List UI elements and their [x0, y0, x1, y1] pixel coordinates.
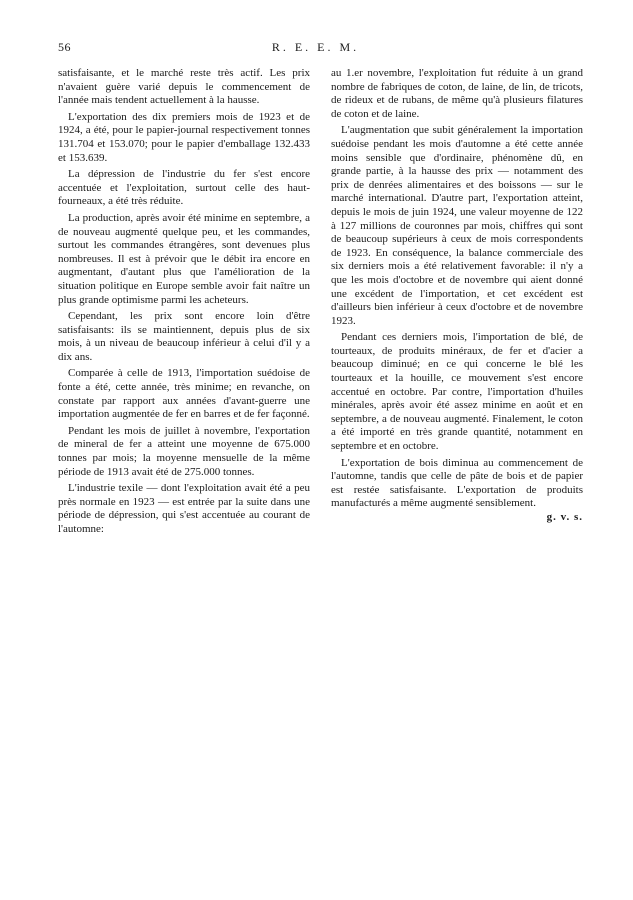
- paragraph-text: L'exportation de bois diminua au commencement de l'automne, tandis que celle de pâte de bois et de papier est restée satisfaisante. L'exportation de produits manufacturés a même augmenté sensiblement.: [331, 456, 583, 510]
- paragraph: La production, après avoir été minime en septembre, a de nouveau augmenté quelque peu, et les commandes, surtout les commandes étrangères, sont devenues plus nombreuses. Il est à prévoir que le débit ira encore en augmentant, d'autant plus que l'amélioration de la situation politique en Europe semble avoir fait naître un plus grande optimisme parmi les acheteurs.: [58, 211, 310, 306]
- left-column: [58, 67, 310, 540]
- paragraph: satisfaisante, et le marché reste très actif. Les prix n'avaient guère varié depuis le commencement de l'année mais tendent actuellement à la hausse.: [58, 67, 310, 107]
- page-number: 56: [58, 40, 71, 54]
- paragraph: Cependant, les prix sont encore loin d'être satisfaisants: ils se maintiennent, depuis plus de six mois, à un niveau de beaucoup inférieur à celui d'il y a dix ans.: [58, 310, 310, 363]
- paragraph: L'augmentation que subit généralement la importation suédoise pendant les mois d'automne a été cette année moins sensible que d'ordinaire, phénomène dû, en grande partie, à la hausse des prix — notamment des prix de denrées alimentaires et des boissons — sur le marché international. D'autre part, l'exportation atteint, depuis le mois de juin 1924, une valeur moyenne de 122 à 127 millions de couronnes par mois, chiffres qui sont de beaucoup supérieurs à ceux de mois correspondents de 1923. En conséquence, la balance commerciale des six derniers mois a été relativement favorable: il n'y a que les mois d'octobre et de novembre qui aient donné une excédent de l'importation, et cet excédent est d'ailleurs bien inférieur à ceux d'octobre et de novembre 1923.: [331, 124, 583, 327]
- paragraph: Pendant les mois de juillet à novembre, l'exportation de mineral de fer a atteint une moyenne de 675.000 tonnes par mois; la moyenne mensuelle de la même période de 1913 avait été de 275.000 tonnes.: [58, 424, 310, 478]
- paragraph: Pendant ces derniers mois, l'importation de blé, de tourteaux, de produits minéraux, de fer et d'acier a beaucoup diminué; en ce qui concerne le blé les tourteaux et la houille, ce mouvement s'est encore accentué en octobre. Par contre, l'importation d'huiles minérales, après avoir été assez minime en août et en septembre, a de nouveau augmenté. Finalement, le coton a été importé en très grande quantité, notamment en septembre et en octobre.: [331, 331, 583, 453]
- paragraph: La dépression de l'industrie du fer s'est encore accentuée et l'exploitation, surtout celle des haut-fourneaux, a été très réduite.: [58, 168, 310, 208]
- last-paragraph: [331, 456, 583, 523]
- running-head: R. E. E. M.: [271, 40, 360, 54]
- right-column: [331, 67, 583, 525]
- author-signature: g. v. s.: [546, 511, 583, 523]
- paragraph: L'industrie texile — dont l'exploitation avait été a peu près normale en 1923 — est entrée par la suite dans une période de dépression, qui s'est accentuée au courant de l'automne:: [58, 482, 310, 535]
- paragraph: L'exportation des dix premiers mois de 1923 et de 1924, a été, pour le papier-journal respectivement tonnes 131.704 et 153.070; pour le papier d'emballage 132.433 et 153.639.: [58, 110, 310, 164]
- paragraph: Comparée à celle de 1913, l'importation suédoise de fonte a été, cette année, très minime; en revanche, on constate par rapport aux années d'avant-guerre une importation augmentée de fer en barres et de fer façonné.: [58, 367, 310, 421]
- page-header: [58, 40, 573, 56]
- paragraph: au 1.er novembre, l'exploitation fut réduite à un grand nombre de fabriques de coton, de laine, de lin, de tricots, de rideux et de rubans, de même qu'à plusieurs filatures de coton et de laine.: [331, 67, 583, 120]
